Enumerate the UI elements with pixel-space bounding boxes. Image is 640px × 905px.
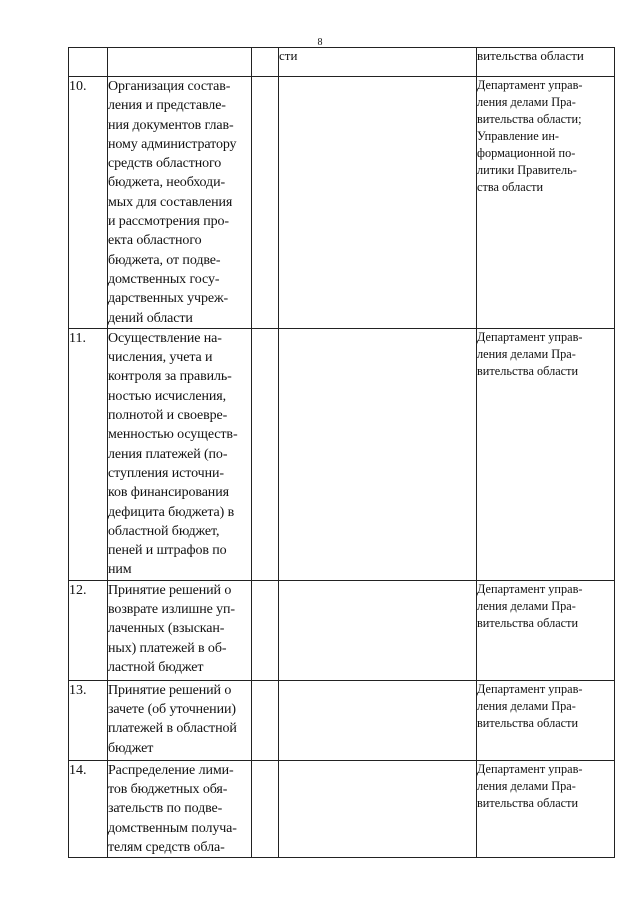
table-row	[69, 580, 615, 680]
row-responsible: Департамент управ- ления делами Пра- вительства области	[477, 680, 615, 760]
cell-blank	[252, 48, 279, 77]
table-row	[69, 77, 615, 329]
cell-term	[279, 77, 477, 329]
row-description: Организация состав- ления и представле- ния документов глав- ному администратору средств областного бюджета, необходи- мых для составления и рассмотрения про- екта областного бюджета, от подве- домственных госу- дарственных учреж- дений области	[108, 77, 252, 329]
continuation-row	[69, 48, 615, 77]
row-responsible: Департамент управ- ления делами Пра- вительства области; Управление ин- формационной по- литики Правитель- ства области	[477, 77, 615, 329]
cell-desc	[108, 48, 252, 77]
cell-term	[279, 760, 477, 857]
table-row	[69, 680, 615, 760]
row-responsible: Департамент управ- ления делами Пра- вительства области	[477, 328, 615, 580]
row-number: 11.	[69, 328, 108, 580]
cell-blank	[252, 760, 279, 857]
cell-num	[69, 48, 108, 77]
row-description: Осуществление на- числения, учета и контроля за правиль- ностью исчисления, полнотой и своевре- менностью осуществ- ления платежей (по- ступления источни- ков финансирования дефицита бюджета) в областной бюджет, пеней и штрафов по ним	[108, 328, 252, 580]
row-number: 12.	[69, 580, 108, 680]
row-number: 10.	[69, 77, 108, 329]
row-description: Распределение лими- тов бюджетных обя- зательств по подве- домственным получа- телям средств обла-	[108, 760, 252, 857]
table-row	[69, 328, 615, 580]
row-number: 13.	[69, 680, 108, 760]
cell-term	[279, 680, 477, 760]
row-description: Принятие решений о возврате излишне уп- лаченных (взыскан- ных) платежей в об- ластной бюджет	[108, 580, 252, 680]
cell-blank	[252, 680, 279, 760]
cell-blank	[252, 580, 279, 680]
row-number: 14.	[69, 760, 108, 857]
page-number: 8	[317, 37, 323, 48]
row-responsible: Департамент управ- ления делами Пра- вительства области	[477, 580, 615, 680]
cell-term	[279, 328, 477, 580]
cell-term: сти	[279, 48, 477, 77]
cell-term	[279, 580, 477, 680]
table-row	[69, 760, 615, 857]
row-description: Принятие решений о зачете (об уточнении) платежей в областной бюджет	[108, 680, 252, 760]
cell-blank	[252, 328, 279, 580]
cell-responsible: вительства области	[477, 48, 615, 77]
responsibility-table	[68, 47, 615, 858]
row-responsible: Департамент управ- ления делами Пра- вительства области	[477, 760, 615, 857]
cell-blank	[252, 77, 279, 329]
